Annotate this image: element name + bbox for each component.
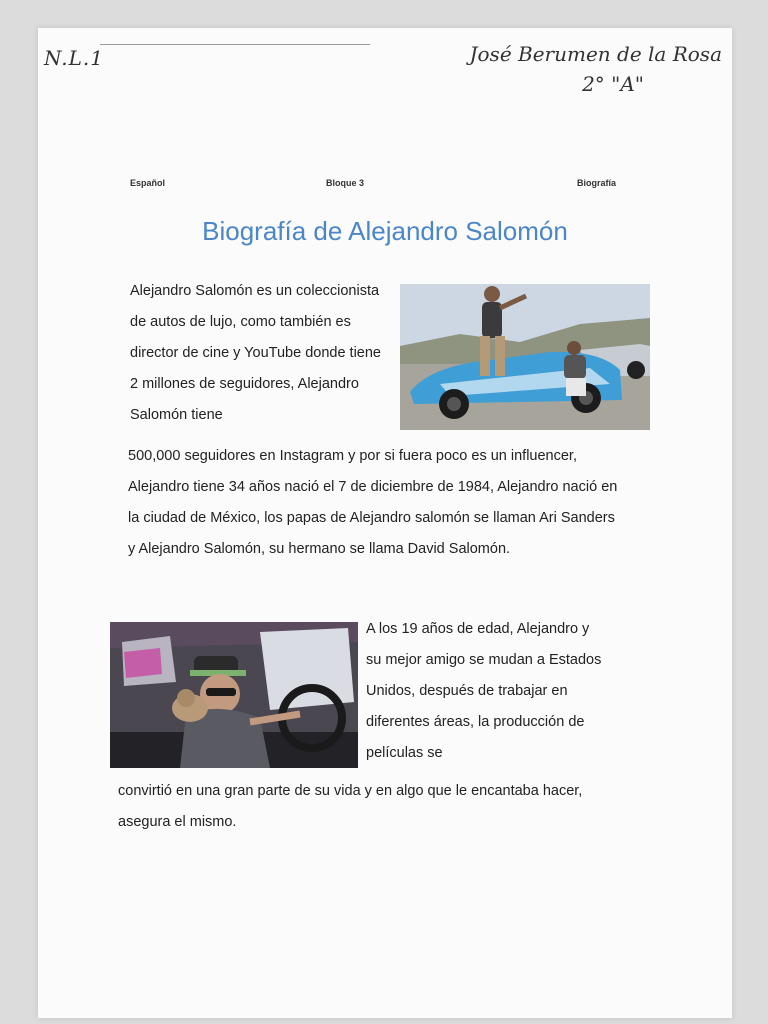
paragraph2-continuation: convirtió en una gran parte de su vida y en algo que le encantaba hacer, asegura el mismo. — [118, 783, 583, 830]
paragraph2-beside-image: A los 19 años de edad, Alejandro y su mejor amigo se mudan a Estados Unidos, después de trabajar en diferentes áreas, la producción de películas se — [366, 621, 602, 761]
header-type: Biografía — [576, 178, 616, 188]
header-subject: Español — [130, 178, 166, 188]
handwritten-student-name: José Berumen de la Rosa — [469, 42, 722, 66]
handwritten-number: N.L.1 — [44, 46, 104, 70]
paragraph1-beside-image: Alejandro Salomón es un coleccionista de autos de lujo, como también es director de cine y YouTube donde tiene 2 millones de seguidores, Alejandro Salomón tiene — [130, 283, 381, 423]
man-on-sports-car-image — [400, 284, 650, 430]
man-driving-with-dog-image — [110, 622, 358, 768]
top-rule — [100, 44, 370, 45]
driving-photo — [110, 622, 358, 768]
document-title: Biografía de Alejandro Salomón — [202, 216, 568, 246]
car-photo — [400, 284, 650, 430]
document-page — [38, 28, 732, 1018]
handwritten-grade: 2° "A" — [582, 72, 644, 96]
paragraph1-continuation: 500,000 seguidores en Instagram y por si fuera poco es un influencer, Alejandro tiene 34 años nació el 7 de diciembre de 1984, Alejandro nació en la ciudad de México, los papas de Alejandro salomón se llaman Ari Sanders y Alejandro Salomón, su hermano se llama David Salomón. — [128, 448, 618, 557]
header-block: Bloque 3 — [326, 178, 365, 188]
